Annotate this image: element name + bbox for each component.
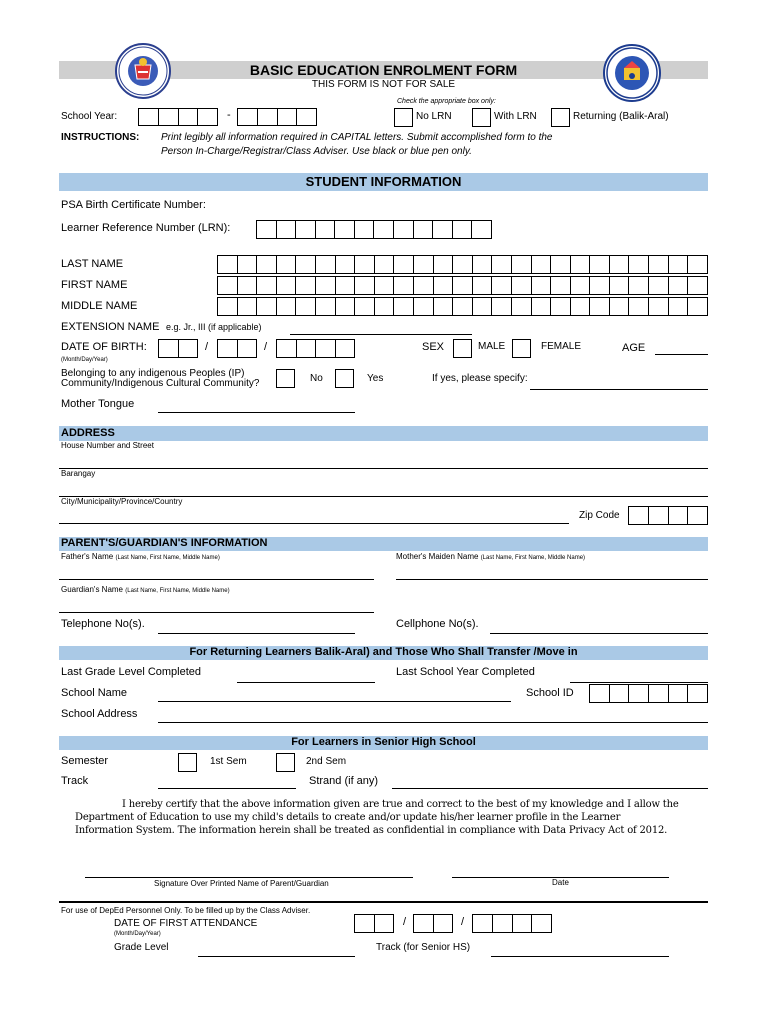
mother-tongue-line[interactable] xyxy=(158,412,355,413)
instructions-label: INSTRUCTIONS: xyxy=(61,132,140,143)
form-subtitle: THIS FORM IS NOT FOR SALE xyxy=(311,79,456,90)
house-label: House Number and Street xyxy=(61,441,154,450)
check-note: Check the appropriate box only: xyxy=(397,98,496,105)
zip-label: Zip Code xyxy=(579,510,620,521)
cellphone-label: Cellphone No(s). xyxy=(396,618,479,630)
signature-line[interactable] xyxy=(85,877,413,878)
seal-right-icon xyxy=(605,46,659,100)
dob-format: (Month/Day/Year) xyxy=(61,357,108,363)
school-address-line[interactable] xyxy=(158,722,708,723)
psa-label: PSA Birth Certificate Number: xyxy=(61,199,206,211)
track-shs-line[interactable] xyxy=(491,956,669,957)
extension-label: EXTENSION NAME xyxy=(61,321,160,333)
school-name-line[interactable] xyxy=(158,701,511,702)
track-shs-label: Track (for Senior HS) xyxy=(376,942,471,953)
no-lrn-checkbox[interactable] xyxy=(394,108,413,127)
form-title: BASIC EDUCATION ENROLMENT FORM xyxy=(249,62,518,78)
last-sy-label: Last School Year Completed xyxy=(396,666,535,678)
ip-question-2: Community/Indigenous Cultural Community? xyxy=(61,378,260,389)
last-sy-line[interactable] xyxy=(570,682,708,683)
attendance-slash-1: / xyxy=(403,916,407,928)
returning-label: Returning (Balik-Aral) xyxy=(573,111,669,122)
school-year-label: School Year: xyxy=(61,111,118,122)
track-label: Track xyxy=(61,775,89,787)
guardian-line[interactable] xyxy=(59,612,374,613)
sem1-checkbox[interactable] xyxy=(178,753,197,772)
date-label: Date xyxy=(552,878,569,887)
father-line[interactable] xyxy=(59,579,374,580)
with-lrn-label: With LRN xyxy=(494,111,537,122)
school-id-boxes[interactable] xyxy=(589,684,708,703)
ip-yes-checkbox[interactable] xyxy=(335,369,354,388)
instructions-text-2: Person In-Charge/Registrar/Class Adviser. Use black or blue pen only. xyxy=(161,146,472,157)
ip-specify-label: If yes, please specify: xyxy=(432,373,528,384)
male-checkbox[interactable] xyxy=(453,339,472,358)
semester-label: Semester xyxy=(61,755,109,767)
guardian-hint: (Last Name, First Name, Middle Name) xyxy=(125,588,230,594)
no-lrn-label: No LRN xyxy=(416,111,452,122)
mother-label-text: Mother's Maiden Name xyxy=(396,552,479,561)
parents-title: PARENT'S/GUARDIAN'S INFORMATION xyxy=(61,537,268,549)
guardian-label-text: Guardian's Name xyxy=(61,585,123,594)
mother-tongue-label: Mother Tongue xyxy=(61,398,135,410)
attendance-slash-2: / xyxy=(461,916,465,928)
grade-level-line[interactable] xyxy=(198,956,355,957)
student-info-title: STUDENT INFORMATION xyxy=(305,174,462,189)
dob-year-boxes[interactable] xyxy=(276,339,355,358)
female-label: FEMALE xyxy=(541,341,582,352)
school-id-label: School ID xyxy=(526,687,574,699)
first-name-boxes[interactable] xyxy=(217,276,708,295)
school-year-end-boxes[interactable] xyxy=(237,108,317,126)
city-line[interactable] xyxy=(59,523,569,524)
deped-seal-right xyxy=(603,44,661,102)
attendance-month-boxes[interactable] xyxy=(354,914,394,933)
last-name-boxes[interactable] xyxy=(217,255,708,274)
deped-use-note: For use of DepEd Personnel Only. To be filled up by the Class Adviser. xyxy=(61,906,311,915)
sem2-checkbox[interactable] xyxy=(276,753,295,772)
sex-label: SEX xyxy=(422,341,445,353)
father-label xyxy=(61,552,220,561)
attendance-day-boxes[interactable] xyxy=(413,914,453,933)
ip-no-checkbox[interactable] xyxy=(276,369,295,388)
telephone-line[interactable] xyxy=(158,633,355,634)
certification-line-2: Department of Education to use my child's details to create and/or update his/her learner profile in the Learner xyxy=(75,812,621,823)
extension-hint: e.g. Jr., III (if applicable) xyxy=(166,322,262,332)
female-checkbox[interactable] xyxy=(512,339,531,358)
track-line[interactable] xyxy=(158,788,296,789)
last-grade-line[interactable] xyxy=(237,682,375,683)
zip-boxes[interactable] xyxy=(628,506,708,525)
sem2-label: 2nd Sem xyxy=(306,756,347,767)
school-name-label: School Name xyxy=(61,687,128,699)
sem1-label: 1st Sem xyxy=(210,756,247,767)
dob-month-boxes[interactable] xyxy=(158,339,198,358)
dob-slash-2: / xyxy=(264,341,268,353)
instructions-text-1: Print legibly all information required in CAPITAL letters. Submit accomplished form to the xyxy=(161,132,553,143)
certification-line-1: I hereby certify that the above information given are true and correct to the best of my knowledge and I allow the xyxy=(122,799,679,810)
mother-label xyxy=(396,552,585,561)
school-year-dash: - xyxy=(227,109,231,121)
last-name-label: LAST NAME xyxy=(61,258,124,270)
dob-day-boxes[interactable] xyxy=(217,339,257,358)
father-hint: (Last Name, First Name, Middle Name) xyxy=(115,555,220,561)
ip-no-label: No xyxy=(310,373,323,384)
male-label: MALE xyxy=(478,341,506,352)
barangay-label: Barangay xyxy=(61,469,96,478)
grade-level-label: Grade Level xyxy=(114,942,169,953)
middle-name-boxes[interactable] xyxy=(217,297,708,316)
age-label: AGE xyxy=(622,342,646,354)
first-attendance-format: (Month/Day/Year) xyxy=(114,931,161,937)
middle-name-label: MIDDLE NAME xyxy=(61,300,138,312)
returning-title: For Returning Learners Balik-Aral) and Those Who Shall Transfer /Move in xyxy=(189,646,578,658)
age-line[interactable] xyxy=(655,354,708,355)
first-attendance-label: DATE OF FIRST ATTENDANCE xyxy=(114,918,258,929)
certification-line-3: Information System. The information herein shall be treated as confidential in compliance with Data Privacy Act of 2012. xyxy=(75,825,668,836)
city-label: City/Municipality/Province/Country xyxy=(61,497,183,506)
with-lrn-checkbox[interactable] xyxy=(472,108,491,127)
lrn-boxes[interactable] xyxy=(256,220,492,239)
cellphone-line[interactable] xyxy=(490,633,708,634)
school-year-start-boxes[interactable] xyxy=(138,108,218,126)
mother-hint: (Last Name, First Name, Middle Name) xyxy=(480,555,586,561)
school-address-label: School Address xyxy=(61,708,138,720)
dob-slash-1: / xyxy=(205,341,209,353)
footer-divider xyxy=(59,901,708,903)
shs-title: For Learners in Senior High School xyxy=(291,736,476,748)
signature-label: Signature Over Printed Name of Parent/Guardian xyxy=(154,879,329,888)
ip-yes-label: Yes xyxy=(367,373,384,384)
dob-label: DATE OF BIRTH: xyxy=(61,341,147,353)
first-name-label: FIRST NAME xyxy=(61,279,128,291)
strand-line[interactable] xyxy=(392,788,708,789)
seal-left-icon xyxy=(117,45,169,97)
lrn-label: Learner Reference Number (LRN): xyxy=(61,222,231,234)
house-line[interactable] xyxy=(59,468,708,469)
ip-specify-line[interactable] xyxy=(530,389,708,390)
address-title: ADDRESS xyxy=(61,427,115,439)
guardian-label xyxy=(61,585,230,594)
attendance-year-boxes[interactable] xyxy=(472,914,552,933)
telephone-label: Telephone No(s). xyxy=(61,618,145,630)
strand-label: Strand (if any) xyxy=(309,775,379,787)
last-grade-label: Last Grade Level Completed xyxy=(61,666,202,678)
deped-seal-left xyxy=(115,43,171,99)
extension-line[interactable] xyxy=(290,334,472,335)
returning-checkbox[interactable] xyxy=(551,108,570,127)
ip-question-1: Belonging to any indigenous Peoples (IP) xyxy=(61,368,245,379)
father-label-text: Father's Name xyxy=(61,552,114,561)
mother-line[interactable] xyxy=(396,579,708,580)
address-bar xyxy=(59,426,708,441)
